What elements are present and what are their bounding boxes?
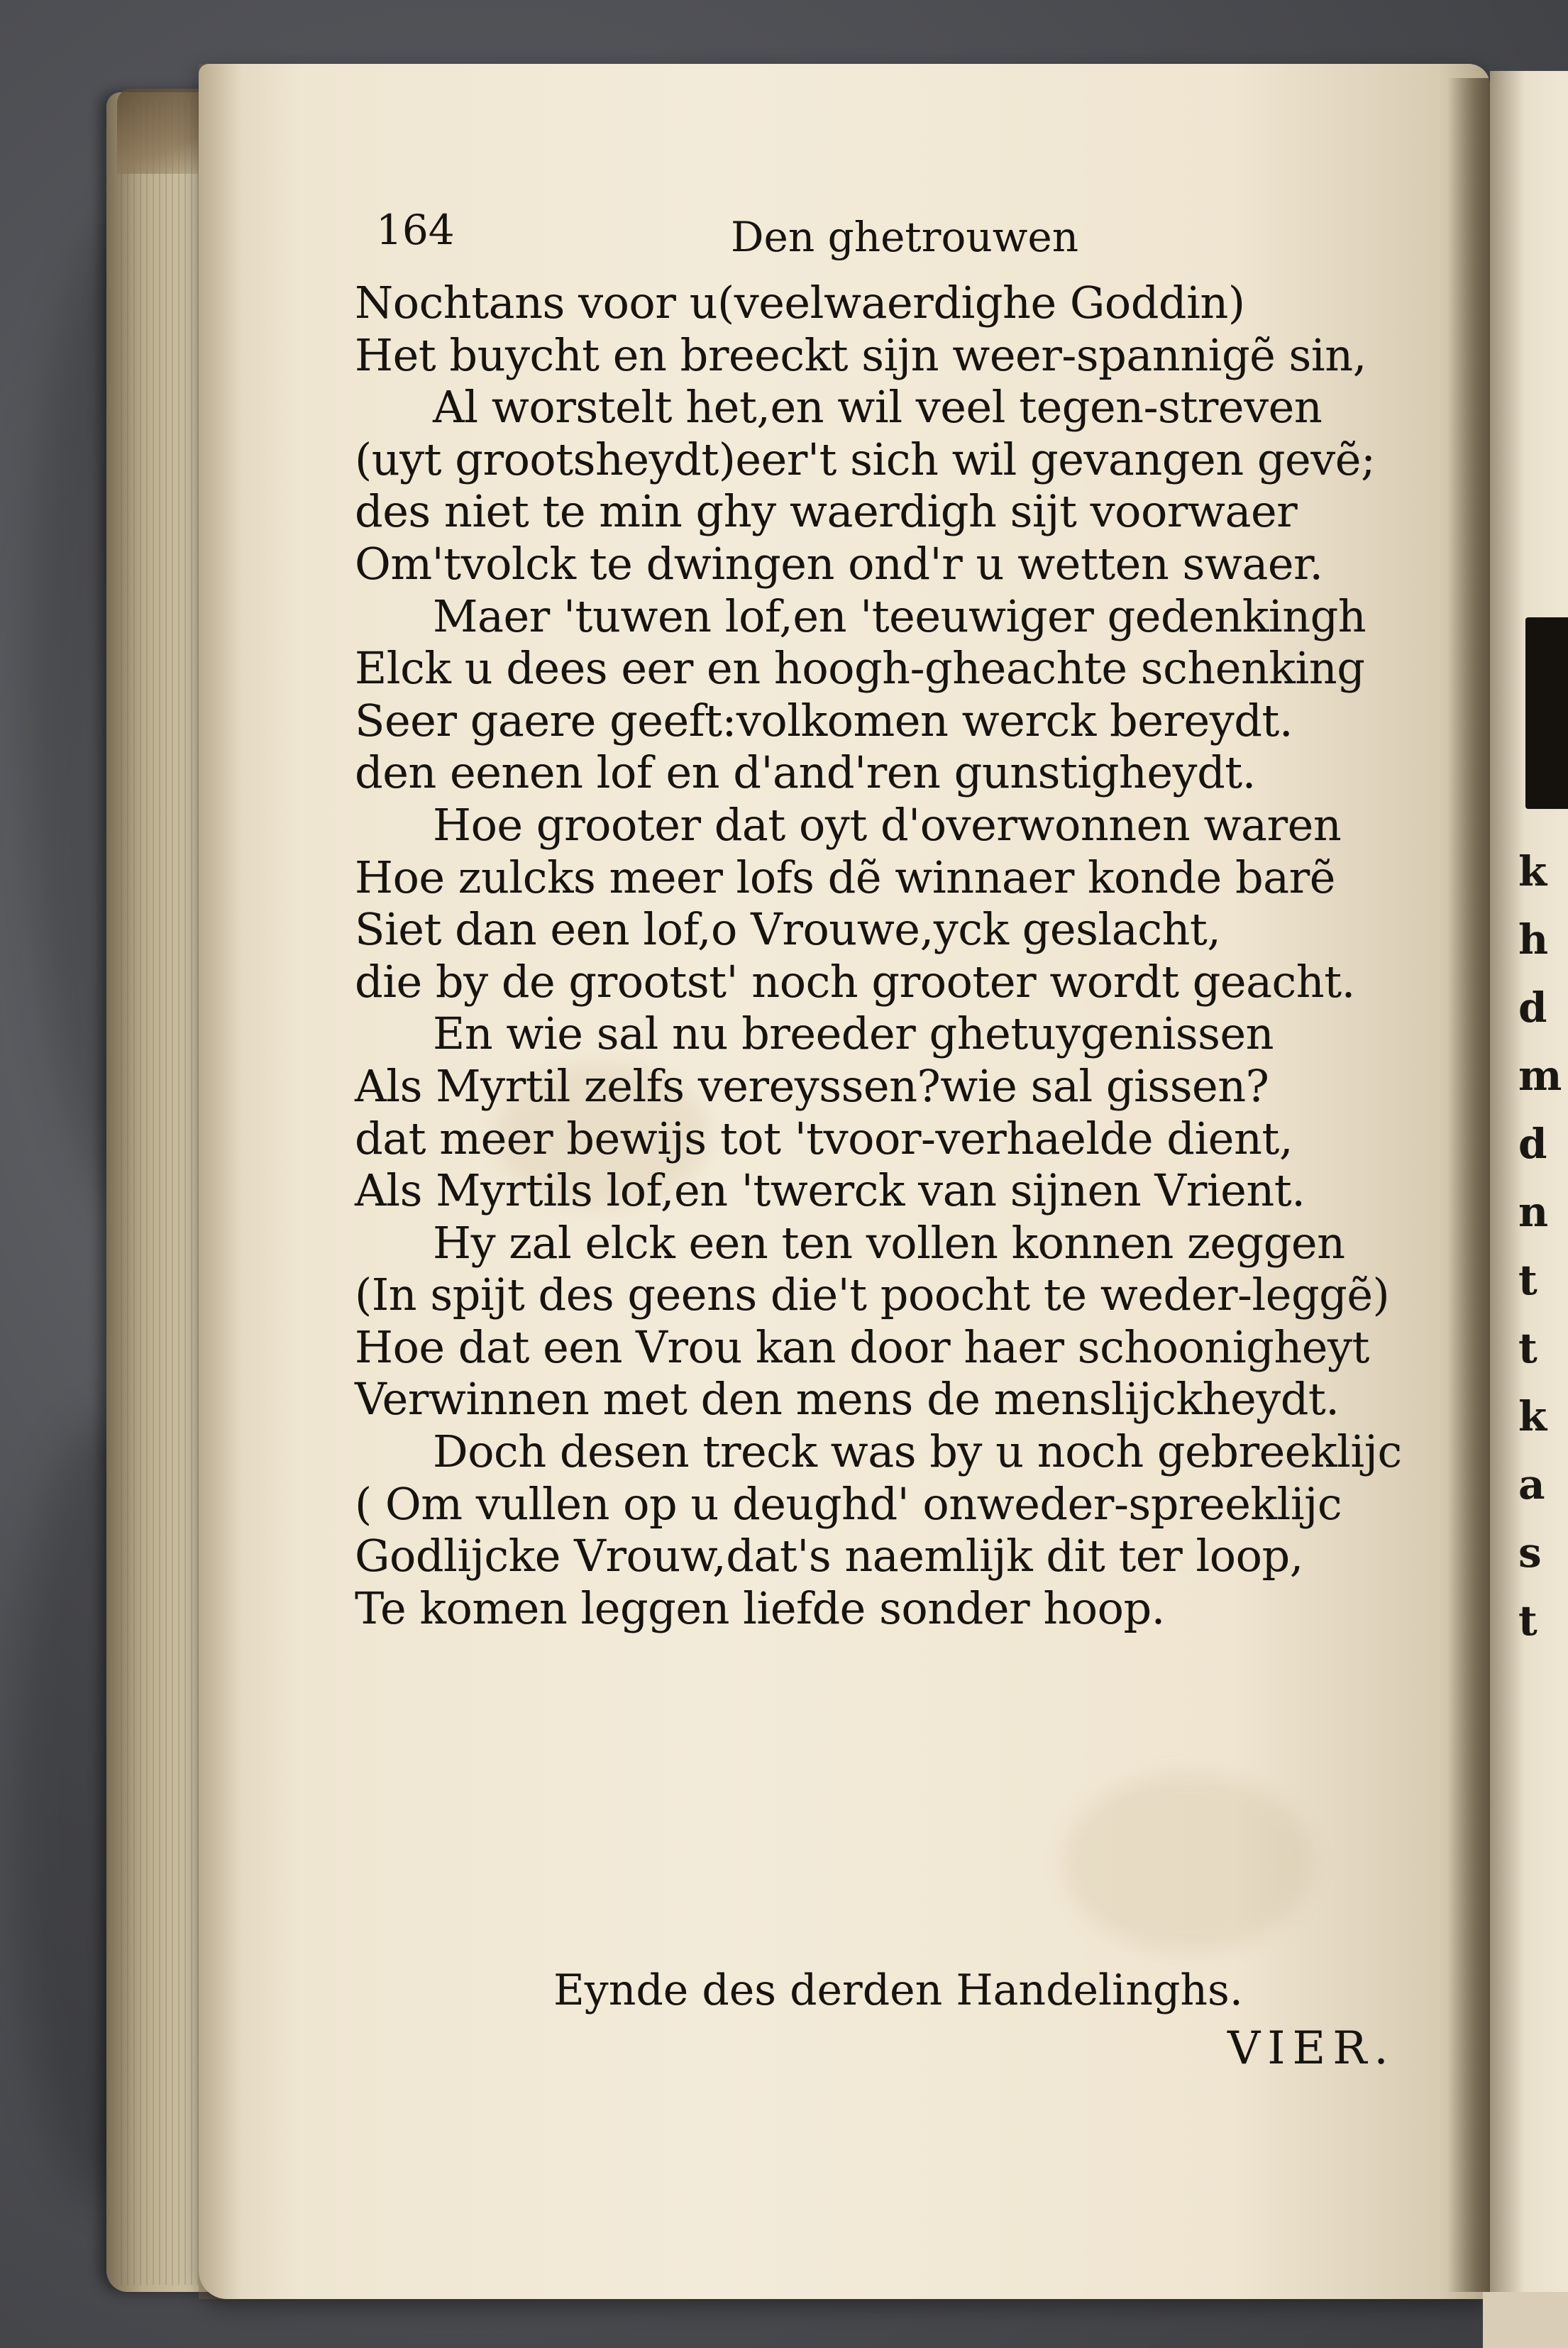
page-text-block bbox=[355, 199, 1447, 1634]
facing-page-letter: m bbox=[1518, 1052, 1562, 1100]
verse-line: Om'tvolck te dwingen ond'r u wetten swaer. bbox=[355, 537, 1323, 590]
verse-line: ( Om vullen op u deughd' onweder-spreeklijc bbox=[355, 1477, 1342, 1530]
facing-page-letter: d bbox=[1518, 983, 1547, 1032]
verse-line: Hoe zulcks meer lofs dẽ winnaer konde barẽ bbox=[355, 851, 1335, 903]
facing-page-letter: a bbox=[1518, 1460, 1545, 1509]
verse-line: die by de grootst' noch grooter wordt geacht. bbox=[355, 955, 1355, 1008]
facing-page-letter: k bbox=[1518, 1392, 1547, 1440]
facing-page-letter: s bbox=[1518, 1528, 1542, 1577]
facing-page-letter: d bbox=[1518, 1120, 1547, 1168]
page-header bbox=[355, 199, 1447, 277]
running-title: Den ghetrouwen bbox=[731, 213, 1079, 261]
verse-line: Als Myrtils lof,en 'twerck van sijnen Vrient. bbox=[355, 1164, 1305, 1217]
verse-line: Als Myrtil zelfs vereyssen?wie sal gissen? bbox=[355, 1059, 1269, 1112]
facing-page-letter: n bbox=[1518, 1188, 1549, 1236]
facing-page-letter: k bbox=[1518, 847, 1547, 895]
verse-line: (uyt grootsheydt)eer't sich wil gevangen gevẽ; bbox=[355, 433, 1376, 485]
verse-line: Hy zal elck een ten vollen konnen zeggen bbox=[433, 1216, 1345, 1269]
verse-line: Het buycht en breeckt sijn weer-spannigẽ sin, bbox=[355, 329, 1367, 381]
verse-line: Godlijcke Vrouw,dat's naemlijk dit ter loop, bbox=[355, 1530, 1303, 1582]
page-stain bbox=[1064, 1774, 1313, 1951]
verse-line: Hoe dat een Vrou kan door haer schoonigheyt bbox=[355, 1321, 1369, 1373]
verse-line: Seer gaere geeft:volkomen werck bereydt. bbox=[355, 694, 1293, 746]
verse-line: Elck u dees eer en hoogh-gheachte schenking bbox=[355, 642, 1365, 695]
facing-page-letter: h bbox=[1518, 915, 1549, 964]
catchword: VIER. bbox=[1227, 2022, 1396, 2075]
facing-page-initial-block bbox=[1525, 617, 1568, 809]
verse-line: En wie sal nu breeder ghetuygenissen bbox=[433, 1008, 1274, 1060]
verse-body bbox=[355, 277, 1447, 1634]
facing-page-letters bbox=[1518, 837, 1568, 1655]
verse-line: Te komen leggen liefde sonder hoop. bbox=[355, 1582, 1165, 1634]
verse-line: Doch desen treck was by u noch gebreeklijc bbox=[433, 1426, 1402, 1478]
end-of-act-note: Eynde des derden Handelinghs. bbox=[553, 1966, 1243, 2015]
facing-page-letter: t bbox=[1518, 1256, 1537, 1304]
page-shadow bbox=[199, 64, 241, 2299]
verse-line: Nochtans voor u(veelwaerdighe Goddin) bbox=[355, 277, 1245, 329]
verse-line: (In spijt des geens die't poocht te weder-leggẽ) bbox=[355, 1269, 1390, 1321]
verse-line: dat meer bewijs tot 'tvoor-verhaelde dient, bbox=[355, 1112, 1293, 1164]
verse-line: Siet dan een lof,o Vrouwe,yck geslacht, bbox=[355, 903, 1221, 956]
verse-line: Hoe grooter dat oyt d'overwonnen waren bbox=[433, 798, 1342, 851]
verse-line: Al worstelt het,en wil veel tegen-streven bbox=[433, 381, 1323, 434]
facing-page-letter: t bbox=[1518, 1597, 1537, 1645]
verse-line: den eenen lof en d'and'ren gunstigheydt. bbox=[355, 746, 1256, 799]
facing-page-letter: t bbox=[1518, 1324, 1537, 1372]
verse-line: des niet te min ghy waerdigh sijt voorwaer bbox=[355, 485, 1298, 538]
page-number: 164 bbox=[376, 206, 455, 254]
facing-page-bottom bbox=[1483, 2292, 1568, 2348]
verse-line: Verwinnen met den mens de menslijckheydt. bbox=[355, 1373, 1340, 1426]
verse-line: Maer 'tuwen lof,en 'teeuwiger gedenkingh bbox=[433, 590, 1367, 642]
